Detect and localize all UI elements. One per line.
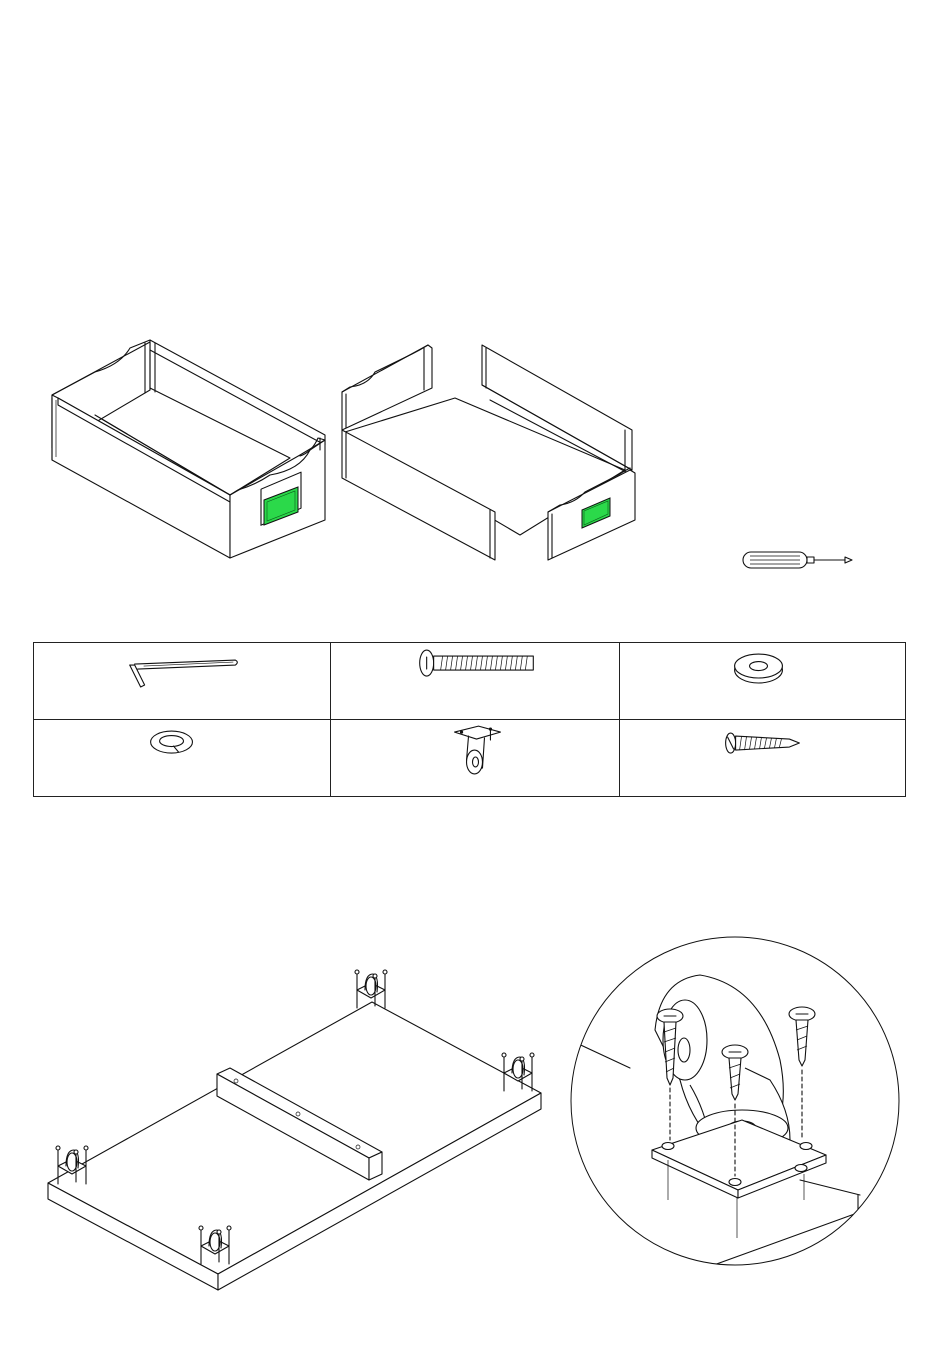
wood-screw-icon <box>620 720 905 796</box>
flat-washer-icon <box>620 643 905 719</box>
caster-step-illustration <box>0 930 950 1310</box>
hardware-cell-wood-screw <box>620 720 906 797</box>
bolt-icon <box>331 643 619 719</box>
hardware-cell-allen-key <box>34 643 331 720</box>
caster-wheel-icon <box>331 720 619 796</box>
hardware-cell-bolt <box>331 643 620 720</box>
assembled-drawer-illustration <box>52 340 325 558</box>
caster-detail-magnified-illustration <box>570 937 899 1270</box>
exploded-drawer-illustration <box>342 345 635 560</box>
table-row <box>34 643 906 720</box>
hardware-cell-spring-washer <box>34 720 331 797</box>
drawer-bottom-with-casters-illustration <box>48 970 541 1290</box>
hardware-cell-caster <box>331 720 620 797</box>
spring-washer-icon <box>34 720 330 796</box>
hardware-cell-flat-washer <box>620 643 906 720</box>
drawer-step-illustration <box>0 330 950 580</box>
allen-key-icon <box>34 643 330 719</box>
table-row <box>34 720 906 797</box>
screwdriver-icon <box>743 552 852 568</box>
hardware-table <box>33 642 906 797</box>
